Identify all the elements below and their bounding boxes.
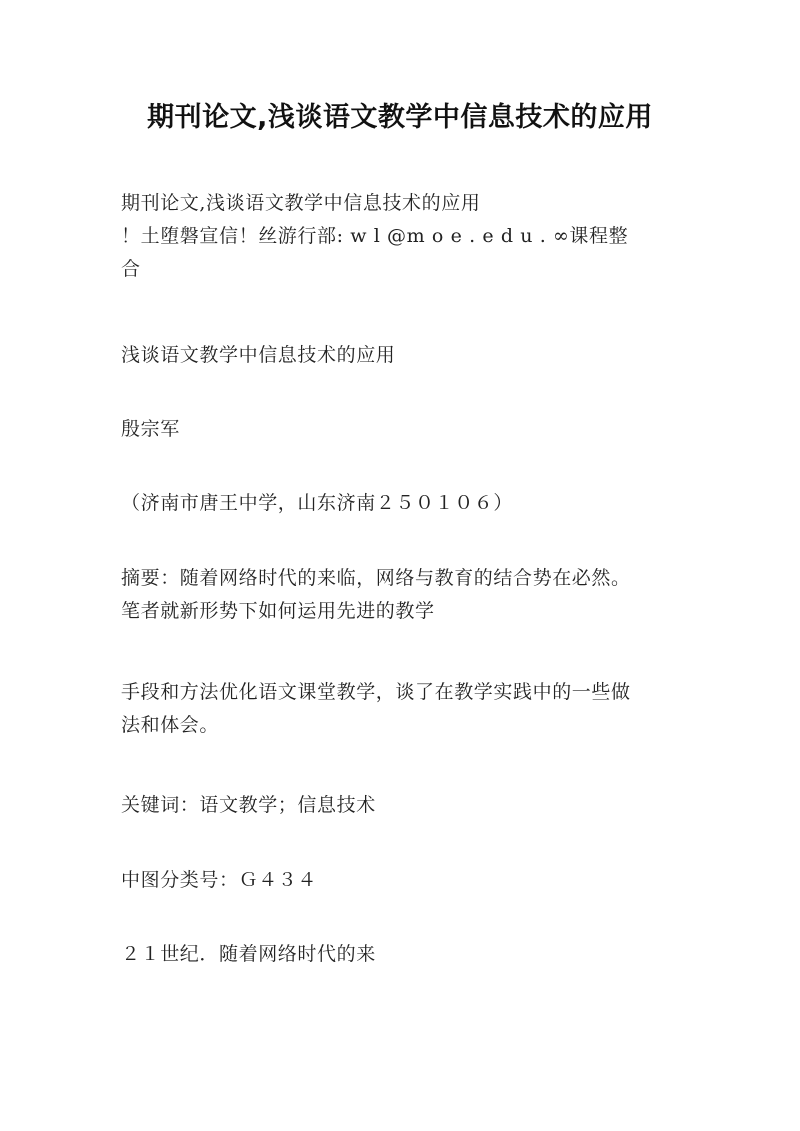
- abstract-cont-line-1: 手段和方法优化语文课堂教学，谈了在教学实践中的一些做: [121, 681, 631, 703]
- keywords-text: 关键词：语文教学；信息技术: [121, 794, 376, 816]
- header-line-1: 期刊论文,浅谈语文教学中信息技术的应用: [121, 192, 481, 214]
- classification-line: [121, 864, 691, 897]
- abstract-continuation: [121, 676, 691, 742]
- article-subtitle: [121, 339, 691, 372]
- header-block: [121, 187, 691, 286]
- abstract-paragraph: [121, 562, 691, 628]
- header-line-3: 合: [121, 258, 141, 280]
- header-line-2: ！土堕磐宣信！丝游行部: w l @m o e . e d u . ∞课程整: [121, 225, 629, 247]
- author-affiliation: [121, 487, 691, 520]
- body-start-text: ２１世纪．随着网络时代的来: [121, 943, 376, 965]
- document-title: 期刊论文,浅谈语文教学中信息技术的应用: [147, 102, 653, 133]
- author-name: [121, 413, 691, 446]
- body-paragraph-start: [121, 938, 691, 971]
- classification-text: 中图分类号：Ｇ４３４: [121, 869, 318, 891]
- abstract-line-2: 笔者就新形势下如何运用先进的教学: [121, 600, 435, 622]
- keywords-line: [121, 789, 691, 822]
- abstract-line-1: 摘要：随着网络时代的来临，网络与教育的结合势在必然。: [121, 567, 631, 589]
- subtitle-text: 浅谈语文教学中信息技术的应用: [121, 344, 396, 366]
- affiliation-text: （济南市唐王中学，山东济南２５０１０６）: [121, 492, 514, 514]
- author-text: 殷宗军: [121, 418, 180, 440]
- abstract-cont-line-2: 法和体会。: [121, 714, 220, 736]
